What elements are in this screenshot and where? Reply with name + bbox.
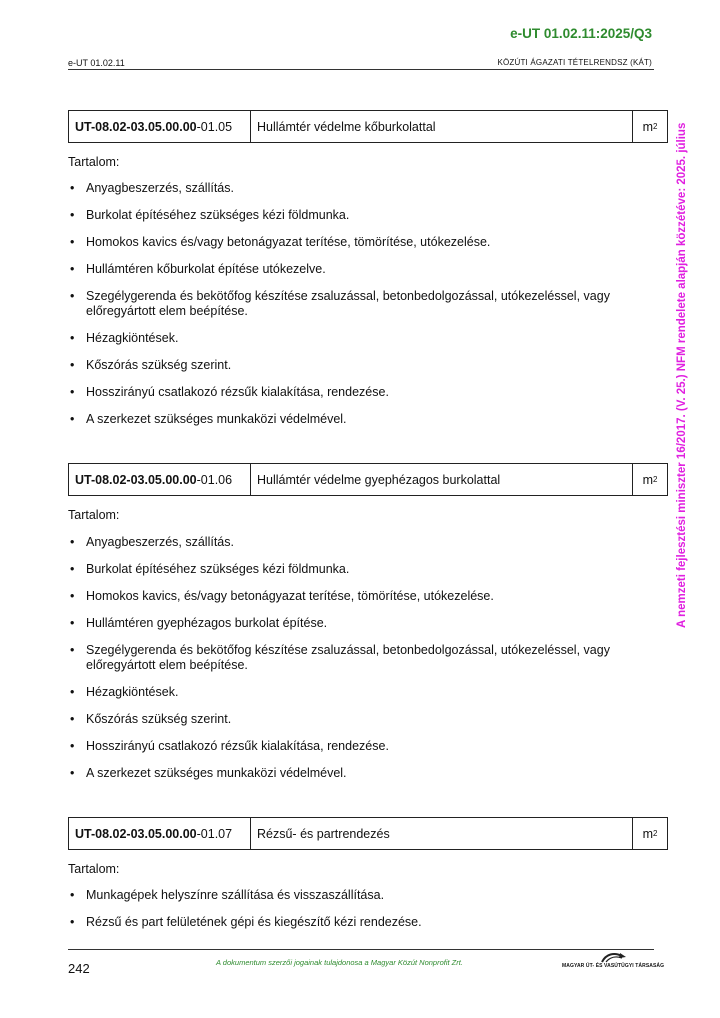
item-code: UT-08.02-03.05.00.00 -01.06 (69, 464, 251, 495)
list-item: • Rézsű és part felületének gépi és kiegészítő kézi rendezése. (68, 915, 668, 930)
document-code: e-UT 01.02.11:2025/Q3 (510, 26, 652, 41)
list-item: • Hézagkiöntések. (68, 685, 668, 700)
list-item: • Hullámtéren gyephézagos burkolat építése. (68, 616, 668, 631)
item-title: Hullámtér védelme kőburkolattal (251, 111, 633, 142)
item-unit: m 2 (642, 119, 658, 134)
item-unit: m 2 (642, 472, 658, 487)
tartalom-label: Tartalom: (68, 508, 120, 522)
list-item: • Homokos kavics és/vagy betonágyazat terítése, tömörítése, utókezelése. (68, 235, 668, 250)
item-unit: m 2 (642, 826, 658, 841)
item-code: UT-08.02-03.05.00.00 -01.05 (69, 111, 251, 142)
list-item: • Szegélygerenda és bekötőfog készítése zsaluzással, betonbedolgozással, utókezeléssel, vagy előregyártott elem beépítése. (68, 643, 668, 672)
logo-text: MAGYAR ÚT- ÉS VASÚTÜGYI TÁRSASÁG (562, 963, 665, 969)
header-left: e-UT 01.02.11 (68, 58, 125, 68)
item-code-box (68, 817, 668, 850)
list-item: • Kőszórás szükség szerint. (68, 712, 668, 727)
list-item: • Hosszirányú csatlakozó rézsűk kialakítása, rendezése. (68, 739, 668, 754)
item-code: UT-08.02-03.05.00.00 -01.07 (69, 818, 251, 849)
list-item: • Hullámtéren kőburkolat építése utókezelve. (68, 262, 668, 277)
list-item: • Burkolat építéséhez szükséges kézi földmunka. (68, 208, 668, 223)
tartalom-label: Tartalom: (68, 155, 120, 169)
list-item: • A szerkezet szükséges munkaközi védelmével. (68, 766, 668, 781)
list-item: • A szerkezet szükséges munkaközi védelmével. (68, 412, 668, 427)
list-item: • Homokos kavics, és/vagy betonágyazat terítése, tömörítése, utókezelése. (68, 589, 668, 604)
item-title: Rézsű- és partrendezés (251, 818, 633, 849)
content-list (68, 888, 668, 942)
list-item: • Hosszirányú csatlakozó rézsűk kialakítása, rendezése. (68, 385, 668, 400)
content-list (68, 181, 668, 439)
list-item: • Munkagépek helyszínre szállítása és visszaszállítása. (68, 888, 668, 903)
header-right: KÖZÚTI ÁGAZATI TÉTELRENDSZ (KÁT) (497, 58, 652, 67)
list-item: • Szegélygerenda és bekötőfog készítése zsaluzással, betonbedolgozással, utókezeléssel, vagy előregyártott elem beépítése. (68, 289, 668, 318)
page-number: 242 (68, 961, 90, 976)
list-item: • Anyagbeszerzés, szállítás. (68, 181, 668, 196)
copyright-note: A dokumentum szerzői jogainak tulajdonosa a Magyar Közút Nonprofit Zrt. (216, 958, 463, 967)
list-item: • Kőszórás szükség szerint. (68, 358, 668, 373)
tartalom-label: Tartalom: (68, 862, 120, 876)
side-publication-note: A nemzeti fejlesztési miniszter 16/2017. (V. 25.) NFM rendelete alapján közzétéve: 2025. július (676, 122, 688, 628)
list-item: • Anyagbeszerzés, szállítás. (68, 535, 668, 550)
content-list (68, 535, 668, 793)
list-item: • Hézagkiöntések. (68, 331, 668, 346)
header-divider (68, 69, 654, 70)
item-code-box (68, 110, 668, 143)
item-title: Hullámtér védelme gyephézagos burkolattal (251, 464, 633, 495)
item-code-box (68, 463, 668, 496)
list-item: • Burkolat építéséhez szükséges kézi földmunka. (68, 562, 668, 577)
